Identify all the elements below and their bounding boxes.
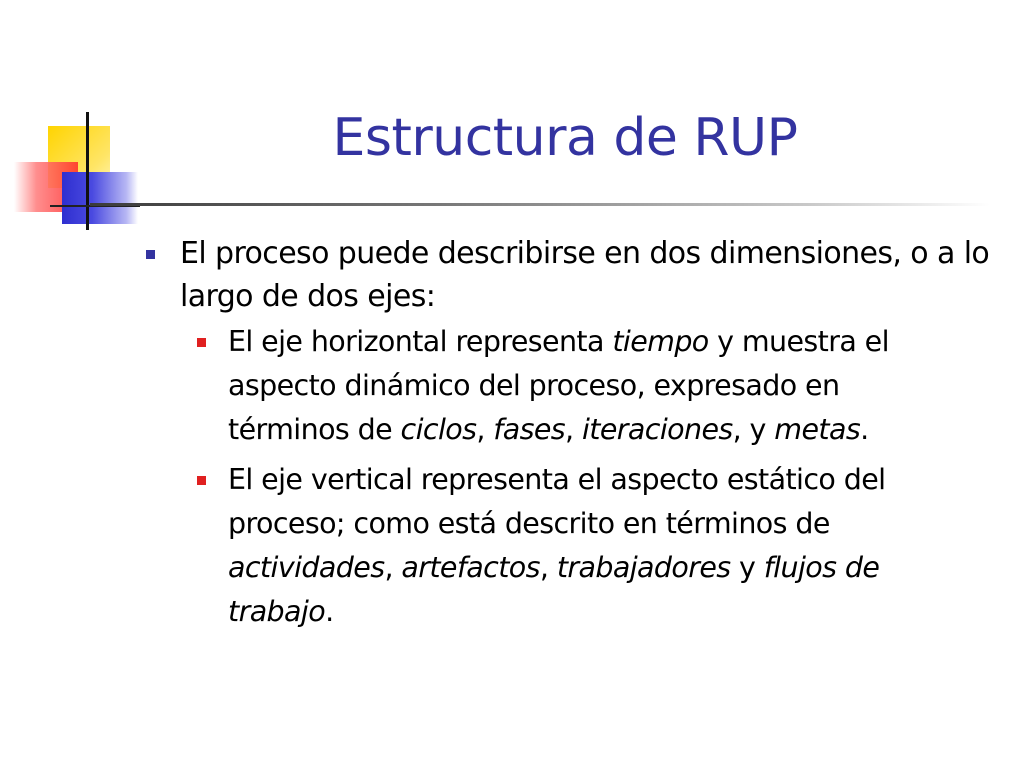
sub2-term-artefactos: artefactos: [401, 551, 540, 584]
sub1-text-2: y muestra el aspecto dinámico del proceso, expresado en términos de: [228, 325, 889, 446]
sub1-text-1: El eje horizontal representa: [228, 325, 613, 358]
slide-title: Estructura de RUP: [332, 108, 798, 168]
sub2-end: .: [325, 595, 334, 628]
sub2-term-trabajadores: trabajadores: [556, 551, 731, 584]
sub1-separator: ,: [476, 413, 494, 446]
sub1-separator: ,: [565, 413, 582, 446]
sub2-separator: y: [730, 551, 764, 584]
square-bullet-icon: [197, 476, 206, 485]
blue-square-decoration: [62, 172, 138, 224]
sub1-term-tiempo: tiempo: [612, 325, 709, 358]
sub2-term-flujos: flujos de trabajo: [228, 551, 880, 628]
sub1-term-ciclos: ciclos: [400, 413, 477, 446]
title-underline-rule: [90, 203, 990, 206]
bullet-item-horizontal-axis: [184, 320, 948, 452]
sub2-text-1: El eje vertical representa el aspecto estático del proceso; como está descrito en términos de: [228, 463, 886, 540]
square-bullet-icon: [146, 250, 155, 259]
sub1-term-metas: metas: [774, 413, 861, 446]
bullet-item-main: [140, 232, 1010, 318]
bullet-item-vertical-axis: [184, 458, 948, 634]
sub2-separator: ,: [539, 551, 557, 584]
slide-body: [140, 232, 1010, 634]
sub2-separator: ,: [384, 551, 402, 584]
sub1-separator: , y: [732, 413, 775, 446]
sub1-term-fases: fases: [493, 413, 566, 446]
sub1-end: .: [860, 413, 869, 446]
bullet-text-main: El proceso puede describirse en dos dimensiones, o a lo largo de dos ejes:: [180, 236, 990, 314]
sub2-term-actividades: actividades: [228, 551, 385, 584]
vertical-line-decoration: [86, 112, 89, 230]
sub1-term-iteraciones: iteraciones: [581, 413, 733, 446]
square-bullet-icon: [197, 338, 206, 347]
